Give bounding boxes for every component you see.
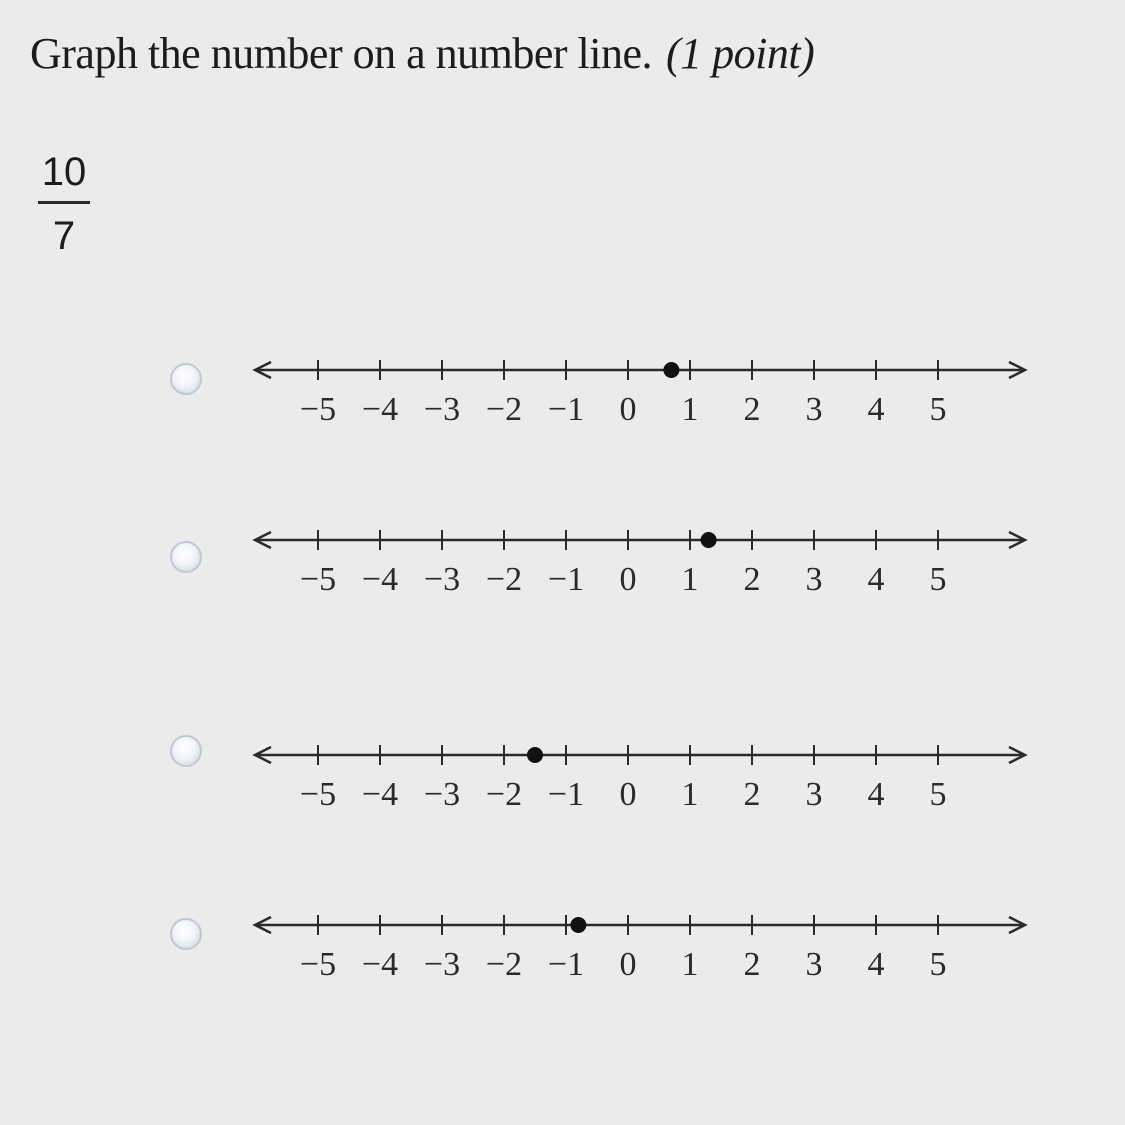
plotted-point	[527, 747, 543, 763]
plotted-point	[570, 917, 586, 933]
tick-label: −3	[423, 391, 461, 428]
tick-label: −3	[423, 946, 461, 983]
number-line-1	[240, 330, 1040, 440]
tick-label: −2	[485, 561, 523, 598]
question-prompt: Graph the number on a number line.	[30, 29, 653, 78]
answer-option-1[interactable]	[0, 330, 1125, 440]
tick-label: −5	[299, 391, 337, 428]
tick-label: −1	[547, 946, 585, 983]
tick-label: −1	[547, 561, 585, 598]
answer-option-2[interactable]	[0, 500, 1125, 610]
tick-label: 1	[681, 561, 699, 598]
tick-label: −4	[361, 946, 399, 983]
tick-label: 4	[867, 776, 885, 813]
fraction-bar	[38, 201, 90, 204]
fraction-numerator: 10	[41, 150, 87, 194]
tick-label: 4	[867, 946, 885, 983]
number-line-4	[240, 885, 1040, 995]
tick-label: −5	[299, 946, 337, 983]
tick-label: 5	[929, 946, 947, 983]
radio-button-1[interactable]	[170, 363, 202, 395]
tick-label: 2	[743, 776, 761, 813]
tick-label: 1	[681, 776, 699, 813]
radio-button-2[interactable]	[170, 541, 202, 573]
number-line-2	[240, 500, 1040, 610]
tick-label: −5	[299, 776, 337, 813]
tick-label: 5	[929, 776, 947, 813]
number-line-3	[240, 715, 1040, 825]
tick-label: 1	[681, 946, 699, 983]
tick-label: 0	[619, 561, 637, 598]
answer-option-3[interactable]	[0, 715, 1125, 825]
tick-label: 0	[619, 776, 637, 813]
tick-label: −4	[361, 776, 399, 813]
tick-label: −4	[361, 391, 399, 428]
question-text	[30, 28, 814, 79]
question-points: (1 point)	[666, 29, 815, 78]
tick-label: 0	[619, 946, 637, 983]
answer-option-4[interactable]	[0, 885, 1125, 995]
plotted-point	[663, 362, 679, 378]
tick-label: −1	[547, 776, 585, 813]
tick-label: −2	[485, 391, 523, 428]
radio-button-4[interactable]	[170, 918, 202, 950]
tick-label: −1	[547, 391, 585, 428]
tick-label: 2	[743, 561, 761, 598]
tick-label: 3	[805, 561, 823, 598]
tick-label: 3	[805, 946, 823, 983]
tick-label: 3	[805, 391, 823, 428]
tick-label: 2	[743, 391, 761, 428]
tick-label: 2	[743, 946, 761, 983]
tick-label: −3	[423, 561, 461, 598]
tick-label: 0	[619, 391, 637, 428]
tick-label: 5	[929, 391, 947, 428]
tick-label: 4	[867, 391, 885, 428]
tick-label: −2	[485, 776, 523, 813]
plotted-point	[701, 532, 717, 548]
fraction-denominator: 7	[52, 214, 76, 258]
radio-button-3[interactable]	[170, 735, 202, 767]
tick-label: −2	[485, 946, 523, 983]
tick-label: 1	[681, 391, 699, 428]
tick-label: −3	[423, 776, 461, 813]
tick-label: 5	[929, 561, 947, 598]
tick-label: −5	[299, 561, 337, 598]
tick-label: 3	[805, 776, 823, 813]
tick-label: −4	[361, 561, 399, 598]
tick-label: 4	[867, 561, 885, 598]
fraction	[38, 150, 90, 259]
